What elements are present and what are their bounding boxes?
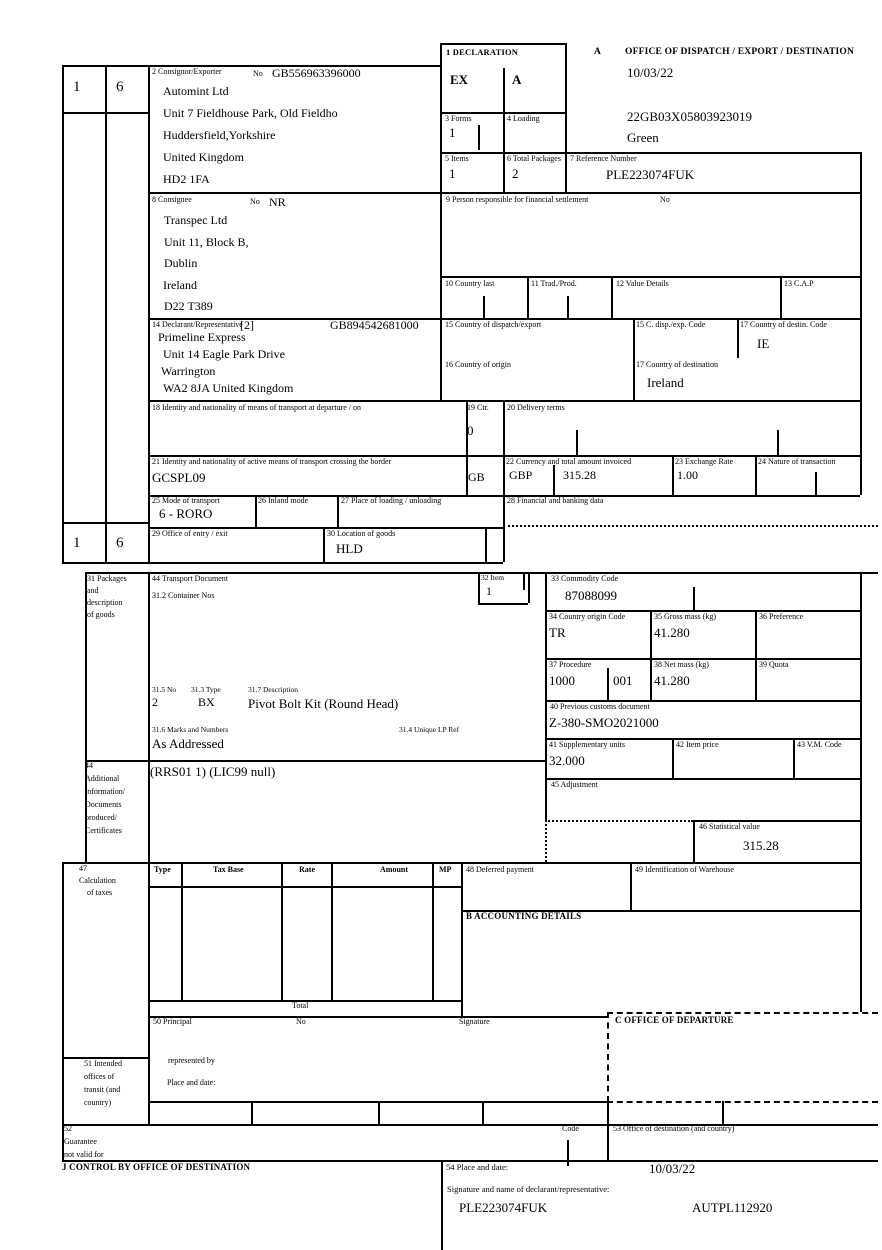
divider-line [780,276,782,318]
divider-line [545,820,693,822]
tax-col-amount: Amount [380,865,409,874]
box37-value: 1000 [549,673,575,688]
office-a-title: OFFICE OF DISPATCH / EXPORT / DESTINATION [625,47,855,57]
divider-line [607,668,609,700]
box2-address-line: United Kingdom [163,150,244,164]
office-a-letter: A [594,47,602,57]
box24-label: 24 Nature of transaction [758,457,836,466]
box8-label: 8 Consignee [152,195,192,204]
divider-line [440,43,565,45]
box37-label: 37 Procedure [549,660,592,669]
box31-label-line: 31 Packages [87,574,127,583]
box17a-label: 17 Country of destin. Code [740,320,827,329]
divider-line [148,65,150,562]
box50-signature-label: Signature [459,1017,490,1026]
item-desc-label: 31.7 Description [248,685,298,694]
box22-currency: GBP [509,468,533,482]
divider-line [378,1101,380,1124]
box50-represented-by: represented by [168,1056,215,1065]
box21-value: GCSPL09 [152,470,206,485]
box44-label-line: Documents [85,800,122,809]
box52-label-line: Guarantee [64,1137,97,1146]
box44-value: (RRS01 1) (LIC99 null) [150,764,276,779]
accounting-details-label: B ACCOUNTING DETAILS [466,911,582,921]
divider-line [860,572,862,862]
copy-number-6-top: 6 [116,79,124,95]
box21-label: 21 Identity and nationality of active means of transport crossing the border [152,457,392,466]
box51-label-line: transit (and [84,1085,121,1094]
divider-line [440,43,442,400]
box31-label-line: and [87,586,99,595]
box14-eori-value: GB894542681000 [330,318,419,332]
divider-line [440,276,860,278]
item-no-label: 31.5 No [152,685,177,694]
divider-line [523,574,525,590]
divider-line [441,1160,443,1250]
divider-line [553,465,555,495]
box40-value: Z-380-SMO2021000 [549,715,659,730]
box14-address-line: Warrington [161,364,216,378]
box31-label-line: of goods [87,610,115,619]
divider-line [105,65,107,562]
box4-label: 4 Loading [507,114,540,123]
divider-line [860,862,862,1012]
divider-line [815,472,817,495]
box6-value: 2 [512,166,519,181]
box37-value2: 001 [613,673,633,688]
divider-line [485,527,487,562]
divider-line [607,1101,609,1160]
divider-line [611,276,613,318]
box48-label: 48 Deferred payment [466,865,534,874]
box41-label: 41 Supplementary units [549,740,625,749]
box44-label-line: produced/ [85,813,117,822]
divider-line [650,610,652,700]
box30-value: HLD [336,541,363,556]
copy-number-1-bottom: 1 [73,535,81,551]
box50-label: 50 Principal [153,1017,192,1026]
divider-line [148,1016,607,1018]
box27-label: 27 Place of loading / unloading [341,496,442,505]
box29-label: 29 Office of entry / exit [152,529,228,538]
box22-amount: 315.28 [563,468,596,482]
divider-line [331,862,333,1000]
box54-date: 10/03/22 [649,1161,696,1176]
divider-line [567,296,569,318]
divider-line [607,1012,609,1102]
divider-line [255,495,257,527]
divider-line [148,886,461,888]
box51-label-line: country) [84,1098,112,1107]
divider-line [148,192,860,194]
divider-line [62,65,440,67]
box8-no-label: No [250,197,260,206]
box23-label: 23 Exchange Rate [675,457,734,466]
box21-nationality: GB [468,470,485,484]
box42-label: 42 Item price [676,740,719,749]
divider-line [478,572,480,603]
box1-declaration-subtype: A [512,72,522,87]
divider-line [483,296,485,318]
item-type-label: 31.3 Type [191,685,221,694]
office-a-routing: Green [627,130,659,145]
box20-label: 20 Delivery terms [507,403,565,412]
box14-code: [2] [240,318,254,332]
divider-line [482,1101,484,1124]
box31-2-container-label: 31.2 Container Nos [152,591,215,600]
item-desc-value: Pivot Bolt Kit (Round Head) [248,696,399,711]
divider-line [528,572,530,603]
divider-line [148,572,150,1124]
box2-address-line: Automint Ltd [163,84,229,98]
box17-value: Ireland [647,375,684,390]
copy-number-6-bottom: 6 [116,535,124,551]
box38-value: 41.280 [654,673,690,688]
box44-label-line: Certificates [85,826,122,835]
divider-line [567,1140,569,1166]
box9-label: 9 Person responsible for financial settlement [446,195,589,204]
box8-address-line: Dublin [164,256,198,270]
box34-value: TR [549,625,566,640]
office-a-mrn: 22GB03X05803923019 [627,109,752,124]
tax-col-rate: Rate [299,865,315,874]
box54-signature-label: Signature and name of declarant/representative: [447,1184,610,1194]
divider-line [722,1101,724,1124]
divider-line [181,862,183,1000]
box51-label-line: offices of [84,1072,115,1081]
box19-value: 0 [467,423,474,438]
divider-line [545,572,547,820]
box54-reference: PLE223074FUK [459,1200,548,1215]
box32-value: 1 [486,584,492,598]
divider-line [693,820,695,862]
box47-label-line: 47 [79,864,87,873]
box8-address-line: Unit 11, Block B, [164,235,249,249]
divider-line [672,455,674,495]
box14-label: 14 Declarant/Representative [152,320,243,329]
box36-label: 36 Preference [759,612,804,621]
box10-label: 10 Country last [445,279,495,288]
box15-label: 15 Country of dispatch/export [445,320,542,329]
box28-label: 28 Financial and banking data [507,496,604,505]
divider-line [576,430,578,455]
divider-line [337,495,339,527]
box53-label: 53 Office of destination (and country) [613,1124,735,1133]
divider-line [527,276,529,318]
box8-address-line: Ireland [163,278,197,292]
divider-line [503,68,505,192]
tax-col-mp: MP [439,865,452,874]
box44-label-line: 44 [85,761,93,770]
box7-label: 7 Reference Number [570,154,637,163]
divider-line [860,152,862,495]
box54-declarant: AUTPL112920 [692,1200,773,1215]
box5-label: 5 Items [445,154,469,163]
box25-value: 6 - RORO [159,506,213,521]
item-lp-ref-label: 31.4 Unique LP Ref [399,725,460,734]
box7-value: PLE223074FUK [606,167,695,182]
item-marks-label: 31.6 Marks and Numbers [152,725,229,734]
box38-label: 38 Net mass (kg) [654,660,709,669]
box35-value: 41.280 [654,625,690,640]
box5-value: 1 [449,166,456,181]
office-a-date: 10/03/22 [627,65,674,80]
divider-line [281,862,283,1000]
box15a-label: 15 C. disp./exp. Code [636,320,706,329]
divider-line [323,527,325,562]
box8-address-line: D22 T389 [164,299,213,313]
box34-label: 34 Country origin Code [549,612,626,621]
box3-label: 3 Forms [445,114,472,123]
box47-label-line: Calculation [79,876,116,885]
box44-label-line: Additional [85,774,120,783]
box1-declaration-label: 1 DECLARATION [446,47,519,57]
box46-value: 315.28 [743,838,779,853]
box47-label-line: of taxes [87,888,113,897]
copy-number-1-top: 1 [73,79,81,95]
box14-address-line: WA2 8JA United Kingdom [163,381,294,395]
divider-line [478,603,528,605]
box41-value: 32.000 [549,753,585,768]
divider-line [85,760,545,762]
box33-label: 33 Commodity Code [551,574,619,583]
box12-label: 12 Value Details [616,279,669,288]
box45-label: 45 Adjustment [551,780,598,789]
box46-label: 46 Statistical value [699,822,760,831]
box18-label: 18 Identity and nationality of means of transport at departure / on [152,403,362,412]
box2-eori-value: GB556963396000 [272,66,361,80]
box6-label: 6 Total Packages [507,154,561,163]
box33-value: 87088099 [565,588,617,603]
box51-label-line: 51 Intended [84,1059,122,1068]
box2-no-label: No [253,69,263,78]
box52-label-line: not valid for [64,1150,104,1159]
box3-value: 1 [449,125,456,140]
box8-address-line: Transpec Ltd [164,213,228,227]
box9-no-label: No [660,195,670,204]
divider-line [62,562,503,564]
divider-line [755,455,757,495]
tax-col-tax-base: Tax Base [213,865,244,874]
divider-line [737,318,739,358]
box2-address-line: Huddersfield,Yorkshire [163,128,276,142]
tax-total-label: Total [292,1001,309,1010]
box11-label: 11 Trad./Prod. [531,279,577,288]
box23-value: 1.00 [677,468,698,482]
box19-label: 19 Ctr. [467,403,489,412]
divider-line [607,1012,878,1014]
box52-code-label: Code [562,1124,579,1133]
item-marks-value: As Addressed [152,736,224,751]
box40-label: 40 Previous customs document [550,702,650,711]
divider-line [777,430,779,455]
box22-label: 22 Currency and total amount invoiced [506,457,632,466]
divider-line [545,820,547,862]
divider-line [755,610,757,700]
box43-label: 43 V.M. Code [797,740,842,749]
divider-line [461,862,463,1016]
box35-label: 35 Gross mass (kg) [654,612,716,621]
divider-line [793,738,795,778]
box14-address-line: Primeline Express [158,330,246,344]
box50-no-label: No [296,1017,306,1026]
box17-label: 17 Country of destination [636,360,718,369]
divider-line [630,862,632,910]
divider-line [503,400,505,562]
box2-address-line: Unit 7 Fieldhouse Park, Old Fieldho [163,106,338,120]
tax-col-type: Type [154,865,171,874]
box30-label: 30 Location of goods [327,529,396,538]
item-no-value: 2 [152,695,158,709]
box16-label: 16 Country of origin [445,360,511,369]
divider-line [251,1101,253,1124]
divider-line [565,43,567,192]
box2-label: 2 Consignor/Exporter [152,67,222,76]
box52-label-line: 52 [64,1124,72,1133]
divider-line [693,587,695,610]
divider-line [607,1101,878,1103]
box1-declaration-type: EX [450,72,469,87]
box50-place-date: Place and date: [167,1078,216,1087]
box49-label: 49 Identification of Warehouse [635,865,734,874]
control-destination-label: J CONTROL BY OFFICE OF DESTINATION [62,1162,251,1172]
divider-line [633,318,635,400]
divider-line [672,738,674,778]
box32-label: 32 Item [481,573,505,582]
divider-line [478,125,480,150]
box54-label: 54 Place and date: [446,1162,509,1172]
divider-line [62,65,64,562]
box44-label-line: information/ [85,787,125,796]
box26-label: 26 Inland mode [258,496,309,505]
divider-line [62,862,64,1160]
box31-label-line: description [87,598,123,607]
box39-label: 39 Quota [759,660,789,669]
box25-label: 25 Mode of transport [152,496,220,505]
item-type-value: BX [198,695,215,709]
box44-transport-doc-label: 44 Transport Document [152,574,228,583]
divider-line [432,862,434,1000]
box8-id-value: NR [269,195,286,209]
box17a-value: IE [757,336,770,351]
divider-line [503,525,878,527]
office-departure-label: C OFFICE OF DEPARTURE [615,1015,734,1025]
box13-label: 13 C.A.P [784,279,814,288]
box14-address-line: Unit 14 Eagle Park Drive [163,347,285,361]
box2-address-line: HD2 1FA [163,172,210,186]
divider-line [62,1124,878,1126]
